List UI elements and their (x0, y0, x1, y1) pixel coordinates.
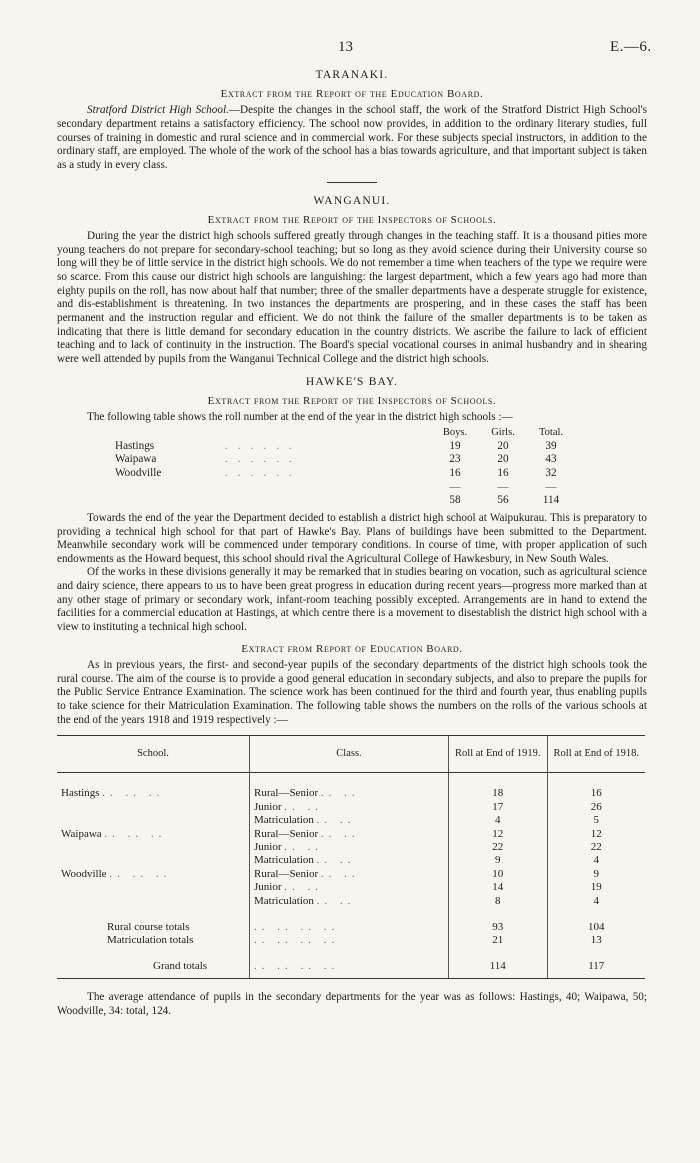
school-name: Hastings (115, 439, 155, 452)
leader-dots: ...... (225, 439, 302, 452)
girls-value: 16 (497, 466, 509, 479)
total-1919-cell: 93 (449, 921, 548, 934)
class-cell: Matriculation .. .. (250, 854, 449, 867)
total-1918-cell: 104 (547, 921, 645, 934)
table-row (115, 467, 575, 481)
roll-1919-cell: 14 (449, 881, 548, 894)
column-header-class: Class. (250, 736, 449, 773)
roll-1919-cell: 4 (449, 814, 548, 827)
wanganui-paragraph: During the year the district high schools suffered greatly through changes in the teaching staff. It is a thousand pities more young teachers do not prepare for secondary-school teaching; but so long as they avoid science during their University course so long will they be of little service in the district high schools. We do not remember a time when teachers of the type we require were so scarce. From this cause our district high schools are languishing: the largest department, which a few years ago had more than eighty pupils on the roll, has now about half that number; three of the smaller departments have a desperate struggle for existence, and dis-establishment is threatening. In two instances the departments are prospering, and in these cases the staff has been permanent and the instruction regular and efficient. We do not think the failure of the smaller departments is to be taken as indicating that there is little demand for secondary education in the country districts. We ascribe the failure to lack of efficient teaching and to lack of continuity in the instruction. The Board's special vocational courses in animal husbandry and in shearing were well attended by pupils from the Wanganui Technical College and the district high schools. (57, 230, 647, 366)
hawkes-bay-paragraph-waipukurau: Towards the end of the year the Department decided to establish a district high school at Waipukurau. This is preparatory to providing a technical high school for that part of Hawke's Bay. Plans of buildings have been submitted to the Department. Meanwhile secondary work will be commenced under temporary conditions. In course of time, with proper application of such endowments as the Howard bequest, this school should rival the Agricultural College of Hawkesbury, in New South Wales. (57, 511, 647, 565)
school-name: Waipawa (115, 453, 157, 466)
hawkes-bay-paragraph-progress: Of the works in these divisions generally it may be remarked that in studies bearing on vocation, such as agricultural science and dairy science, there appears to us to have been great progress in education during recent years—progress more marked than at any other stage of primary or secondary work, infant-room teaching possibly excepted. Arrangements are in hand to extend the facilities for a commercial education at Hastings, at which centre there is a movement to disestablish the district high school with a view to instituting a technical high school. (57, 566, 647, 634)
column-header-boys: Boys. (442, 426, 468, 438)
girls-total: 56 (497, 494, 509, 507)
section-divider (327, 182, 377, 183)
table-row (57, 841, 645, 854)
document-reference: E.—6. (610, 39, 652, 55)
totals-dots: .. .. .. .. (250, 921, 449, 934)
roll-1919-cell: 8 (449, 895, 548, 908)
roll-1918-cell: 26 (547, 801, 645, 814)
roll-1918-cell: 9 (547, 868, 645, 881)
section-heading-taranaki: TARANAKI. (315, 69, 389, 81)
grand-totals-dots: .. .. .. .. (250, 960, 449, 979)
roll-table (115, 427, 575, 508)
roll-1918-cell: 16 (547, 787, 645, 800)
board-paragraph: As in previous years, the first- and second-year pupils of the secondary departments of the district high schools took the rural course. The aim of the course is to provide a good general education in secondary subjects, and also to prepare the pupils for the Public Service Entrance Examination. The science work has been continued for the third and fourth year, thus enabling pupils to take science for their Matriculation Examination. The following table shows the numbers on the rolls of the various schools at the end of the years 1918 and 1919 respectively :— (57, 659, 647, 726)
grand-total-1918-cell: 117 (547, 960, 645, 979)
school-cell (57, 814, 250, 827)
boys-value: 16 (449, 466, 461, 479)
column-header-1918: Roll at End of 1918. (547, 736, 645, 773)
section-subheading-wanganui: Extract from the Report of the Inspectors of Schools. (207, 213, 497, 226)
table-row (57, 787, 645, 800)
section-subheading-taranaki: Extract from the Report of the Education Board. (220, 88, 484, 101)
totals-label: Rural course totals (107, 920, 190, 933)
girls-value: 20 (497, 439, 509, 452)
column-header-total: Total. (538, 426, 564, 438)
roll-1919-cell: 22 (449, 841, 548, 854)
table-row (57, 801, 645, 814)
page-number: 13 (338, 39, 353, 55)
table-header-row (57, 736, 645, 773)
totals-dots: .. .. .. .. (250, 934, 449, 947)
table-row (57, 828, 645, 841)
page-content (57, 68, 647, 1018)
table-row (57, 868, 645, 881)
total-value: 43 (545, 453, 557, 466)
school-cell (57, 895, 250, 908)
taranaki-paragraph (57, 104, 647, 172)
school-cell: Woodville .. .. .. (61, 867, 172, 880)
boys-value: 19 (449, 439, 461, 452)
school-cell (57, 841, 250, 854)
table-row (57, 895, 645, 908)
roll-table-header (115, 427, 575, 440)
totals-row (57, 934, 645, 947)
attendance-paragraph: The average attendance of pupils in the secondary departments for the year was as follows: Hastings, 40; Waipawa, 50; Woodville, 34: total, 124. (57, 990, 647, 1017)
rolls-table (57, 735, 645, 978)
roll-1919-cell: 10 (449, 868, 548, 881)
class-cell: Junior .. .. (250, 801, 449, 814)
grand-total: 114 (542, 494, 560, 507)
roll-1918-cell: 12 (547, 828, 645, 841)
totals-row (57, 921, 645, 934)
total-value: 39 (545, 439, 557, 452)
class-cell: Matriculation .. .. (250, 895, 449, 908)
section-heading-hawkes-bay: HAWKE'S BAY. (305, 375, 399, 388)
school-cell: Hastings .. .. .. (61, 787, 165, 800)
boys-value: 23 (449, 453, 461, 466)
roll-1919-cell: 17 (449, 801, 548, 814)
page-header (0, 38, 700, 58)
total-1919-cell: 21 (449, 934, 548, 947)
section-heading-wanganui: WANGANUI. (313, 194, 391, 207)
roll-1919-cell: 12 (449, 828, 548, 841)
section-subheading-board: Extract from Report of Education Board. (241, 642, 463, 655)
column-header-girls: Girls. (491, 426, 515, 438)
total-value: 32 (545, 466, 557, 479)
column-header-1919: Roll at End of 1919. (449, 736, 548, 773)
table-row (57, 854, 645, 867)
roll-table-totals (115, 494, 575, 508)
table-row (57, 814, 645, 827)
roll-1918-cell: 4 (547, 854, 645, 867)
leader-dots: ...... (225, 453, 302, 466)
column-header-school: School. (57, 736, 250, 773)
class-cell: Junior .. .. (250, 841, 449, 854)
roll-1918-cell: 22 (547, 841, 645, 854)
roll-1918-cell: 5 (547, 814, 645, 827)
class-cell: Rural—Senior .. .. (250, 828, 449, 841)
hawkes-bay-intro: The following table shows the roll number at the end of the year in the district high schools :— (87, 411, 513, 424)
class-cell: Rural—Senior .. .. (250, 787, 449, 800)
roll-1918-cell: 19 (547, 881, 645, 894)
total-rule: — — — (449, 480, 557, 493)
school-cell (57, 801, 250, 814)
grand-totals-label: Grand totals (57, 960, 250, 979)
section-subheading-hawkes-bay: Extract from the Report of the Inspectors of Schools. (207, 394, 497, 407)
totals-label: Matriculation totals (107, 934, 194, 946)
grand-total-1919-cell: 114 (449, 960, 548, 979)
taranaki-paragraph-text: —Despite the changes in the school staff, the work of the Stratford District High School's secondary department retains a satisfactory efficiency. The school now provides, in addition to the ordinary literary studies, full courses of training in domestic and rural science and in commercial work. For these subjects special instructors, in addition to the ordinary staff, are employed. The whole of the work of the school has a bias towards agriculture, and that important subject is taken as a study in every class. (57, 104, 647, 172)
class-cell: Rural—Senior .. .. (250, 868, 449, 881)
roll-1918-cell: 4 (547, 895, 645, 908)
school-cell (57, 881, 250, 894)
boys-total: 58 (449, 494, 461, 507)
leader-dots: ...... (225, 466, 302, 479)
school-name: Woodville (115, 466, 162, 479)
girls-value: 20 (497, 453, 509, 466)
roll-1919-cell: 9 (449, 854, 548, 867)
school-cell: Waipawa .. .. .. (61, 827, 167, 840)
roll-1919-cell: 18 (449, 787, 548, 800)
class-cell: Junior .. .. (250, 881, 449, 894)
table-row (115, 453, 575, 467)
table-row (115, 440, 575, 454)
school-name-stratford: Stratford District High School. (87, 104, 229, 117)
table-row (57, 881, 645, 894)
class-cell: Matriculation .. .. (250, 814, 449, 827)
grand-totals-row (57, 960, 645, 979)
school-cell (57, 854, 250, 867)
total-1918-cell: 13 (547, 934, 645, 947)
